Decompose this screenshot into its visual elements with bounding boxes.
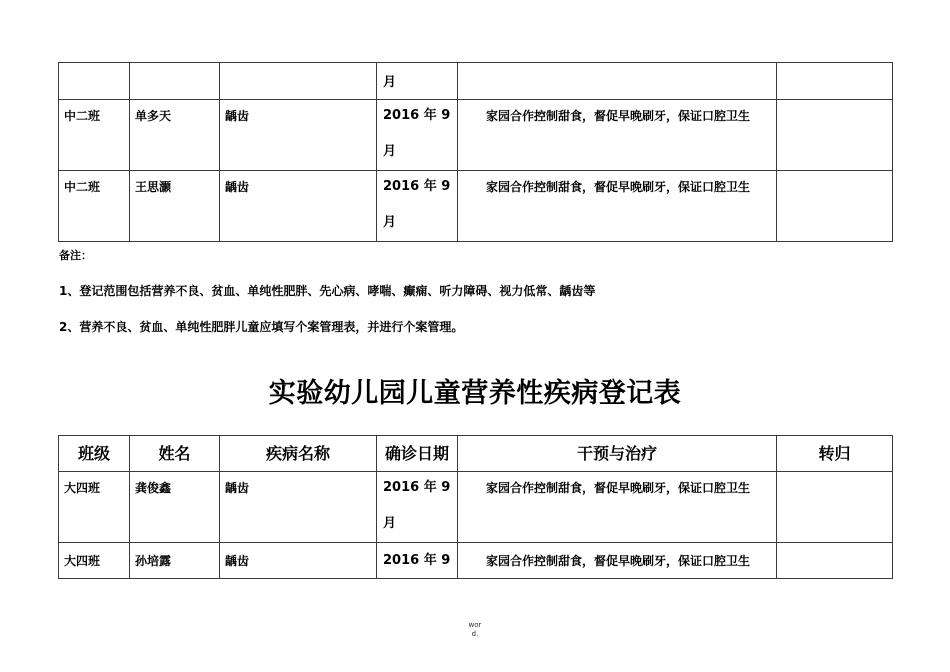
footer-text-line-1: wor	[468, 621, 482, 629]
date-line-1: 2016 年 9	[383, 480, 451, 495]
treatment-cell: 家园合作控制甜食，督促早晚刷牙，保证口腔卫生	[458, 100, 777, 171]
disease-cell: 龋齿	[220, 100, 377, 171]
table-row	[59, 100, 893, 171]
date-line-1: 2016 年 9	[383, 553, 451, 568]
class-cell: 中二班	[59, 171, 130, 242]
name-cell: 王思灏	[130, 171, 220, 242]
treatment-cell: 家园合作控制甜食，督促早晚刷牙，保证口腔卫生	[458, 472, 777, 543]
outcome-cell	[777, 100, 893, 171]
header-class: 班级	[59, 436, 130, 472]
header-treatment: 干预与治疗	[458, 436, 777, 472]
notes-label: 备注：	[59, 249, 92, 262]
class-cell: 中二班	[59, 100, 130, 171]
date-cell	[377, 63, 458, 100]
disease-cell: 龋齿	[220, 472, 377, 543]
note-item-1: 1、登记范围包括营养不良、贫血、单纯性肥胖、先心病、哮喘、癫痫、听力障碍、视力低常、龋齿等	[59, 284, 596, 298]
footer-text-line-2: d.	[471, 630, 479, 638]
class-cell: 大四班	[59, 543, 130, 579]
date-line-1: 2016 年 9	[383, 179, 451, 194]
disease-cell: 龋齿	[220, 543, 377, 579]
disease-cell: 龋齿	[220, 171, 377, 242]
note-item-2: 2、营养不良、贫血、单纯性肥胖儿童应填写个案管理表，并进行个案管理。	[59, 320, 464, 334]
name-cell: 单多天	[130, 100, 220, 171]
header-date: 确诊日期	[377, 436, 458, 472]
table-row	[59, 171, 893, 242]
name-cell	[130, 63, 220, 100]
outcome-cell	[777, 543, 893, 579]
date-line-1: 2016 年 9	[383, 108, 451, 123]
table-row	[59, 63, 893, 100]
table-row	[59, 472, 893, 543]
name-cell: 孙培露	[130, 543, 220, 579]
treatment-cell: 家园合作控制甜食，督促早晚刷牙，保证口腔卫生	[458, 543, 777, 579]
name-cell: 龚俊鑫	[130, 472, 220, 543]
date-cell	[377, 472, 458, 543]
treatment-cell: 家园合作控制甜食，督促早晚刷牙，保证口腔卫生	[458, 171, 777, 242]
outcome-cell	[777, 171, 893, 242]
outcome-cell	[777, 472, 893, 543]
header-outcome: 转归	[777, 436, 893, 472]
page-title: 实验幼儿园儿童营养性疾病登记表	[268, 378, 682, 409]
header-disease: 疾病名称	[220, 436, 377, 472]
table-header-row	[59, 436, 893, 472]
treatment-cell	[458, 63, 777, 100]
date-line-2: 月	[383, 215, 397, 230]
date-tail: 月	[383, 75, 397, 90]
registry-table	[58, 435, 893, 579]
class-cell: 大四班	[59, 472, 130, 543]
registry-table-continued	[58, 62, 893, 242]
date-line-2: 月	[383, 144, 397, 159]
header-name: 姓名	[130, 436, 220, 472]
date-cell	[377, 543, 458, 579]
date-cell	[377, 100, 458, 171]
outcome-cell	[777, 63, 893, 100]
date-cell	[377, 171, 458, 242]
date-line-2: 月	[383, 516, 397, 531]
disease-cell	[220, 63, 377, 100]
table-row	[59, 543, 893, 579]
class-cell	[59, 63, 130, 100]
